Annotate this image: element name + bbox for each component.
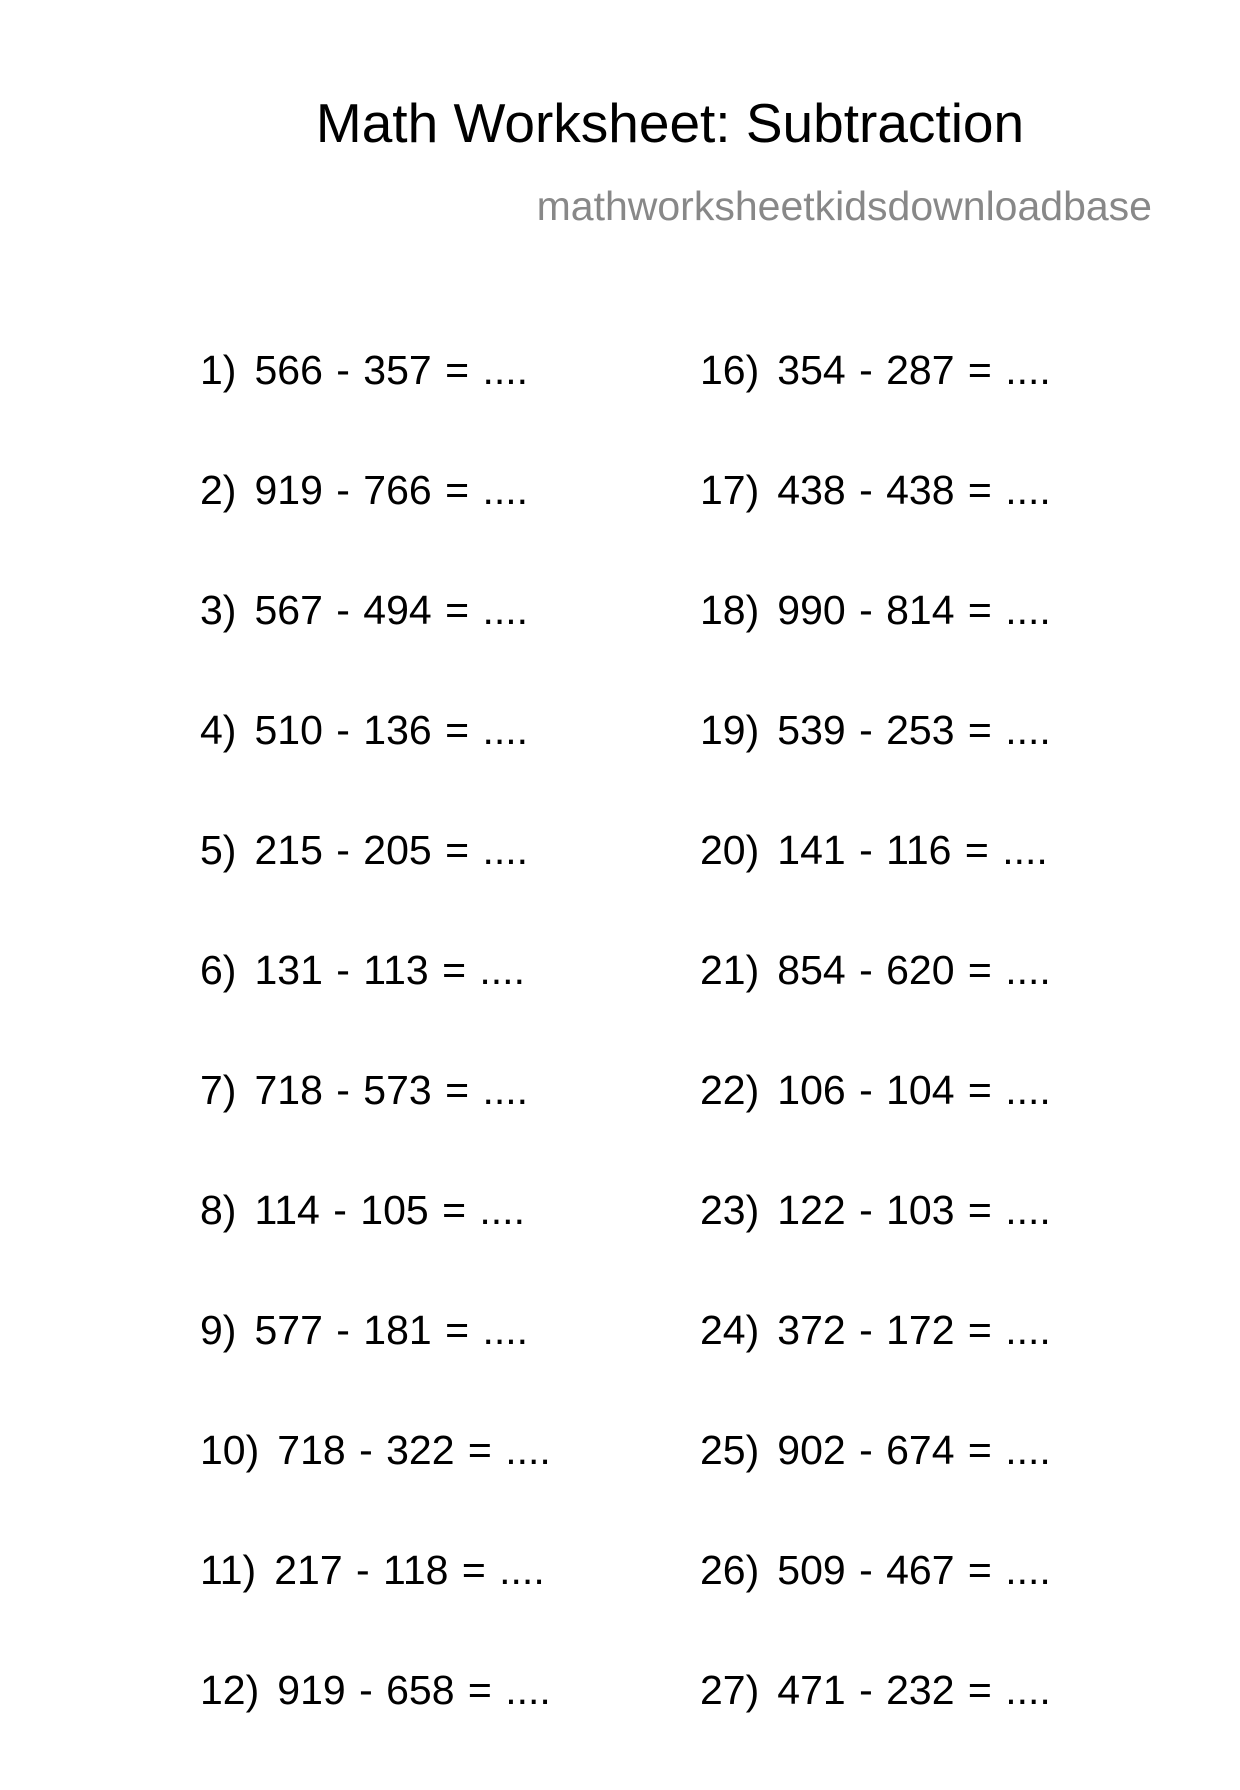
problem-number: 26) bbox=[700, 1547, 760, 1593]
problem-item bbox=[700, 1547, 1051, 1670]
problem-number: 24) bbox=[700, 1307, 760, 1353]
problem-number: 9) bbox=[200, 1307, 237, 1353]
problem-expression: 509 - 467 = .... bbox=[777, 1547, 1051, 1593]
problem-number: 23) bbox=[700, 1187, 760, 1233]
problem-expression: 471 - 232 = .... bbox=[777, 1667, 1051, 1713]
problem-number: 2) bbox=[200, 467, 237, 513]
problem-expression: 539 - 253 = .... bbox=[777, 707, 1051, 753]
problem-item bbox=[700, 1667, 1051, 1790]
problem-item bbox=[700, 947, 1051, 1070]
problem-expression: 438 - 438 = .... bbox=[777, 467, 1051, 513]
problem-expression: 106 - 104 = .... bbox=[777, 1067, 1051, 1113]
problem-expression: 902 - 674 = .... bbox=[777, 1427, 1051, 1473]
problem-number: 17) bbox=[700, 467, 760, 513]
problem-column-right bbox=[700, 347, 1051, 1790]
problem-item bbox=[700, 1307, 1051, 1430]
problem-number: 11) bbox=[200, 1547, 257, 1593]
problem-number: 19) bbox=[700, 707, 760, 753]
problem-expression: 510 - 136 = .... bbox=[254, 707, 529, 753]
problem-number: 21) bbox=[700, 947, 760, 993]
problem-item bbox=[200, 1307, 551, 1430]
problem-expression: 122 - 103 = .... bbox=[777, 1187, 1051, 1233]
problem-item bbox=[200, 1427, 551, 1550]
worksheet-source: mathworksheetkidsdownloadbase bbox=[536, 183, 1152, 229]
problem-number: 10) bbox=[200, 1427, 260, 1473]
problem-number: 8) bbox=[200, 1187, 237, 1233]
problem-number: 20) bbox=[700, 827, 760, 873]
problem-item bbox=[700, 347, 1051, 470]
problem-number: 12) bbox=[200, 1667, 260, 1713]
problem-number: 27) bbox=[700, 1667, 760, 1713]
problem-item bbox=[200, 707, 551, 830]
problem-item bbox=[200, 587, 551, 710]
problem-number: 18) bbox=[700, 587, 760, 633]
problem-expression: 919 - 658 = .... bbox=[277, 1667, 551, 1713]
problem-column-left bbox=[200, 347, 551, 1790]
problem-item bbox=[700, 827, 1051, 950]
problem-expression: 131 - 113 = .... bbox=[254, 947, 525, 993]
problem-item bbox=[200, 1667, 551, 1790]
problem-item bbox=[200, 467, 551, 590]
problem-expression: 567 - 494 = .... bbox=[254, 587, 529, 633]
problem-expression: 141 - 116 = .... bbox=[777, 827, 1048, 873]
problem-item bbox=[200, 1547, 551, 1670]
problem-number: 16) bbox=[700, 347, 760, 393]
problem-item bbox=[200, 947, 551, 1070]
problem-item bbox=[200, 347, 551, 470]
problem-expression: 354 - 287 = .... bbox=[777, 347, 1051, 393]
problem-item bbox=[200, 827, 551, 950]
problem-expression: 718 - 573 = .... bbox=[254, 1067, 529, 1113]
problem-expression: 372 - 172 = .... bbox=[777, 1307, 1051, 1353]
worksheet-title: Math Worksheet: Subtraction bbox=[315, 92, 1025, 154]
problem-number: 25) bbox=[700, 1427, 760, 1473]
problem-item bbox=[700, 1187, 1051, 1310]
problem-expression: 215 - 205 = .... bbox=[254, 827, 529, 873]
problem-expression: 854 - 620 = .... bbox=[777, 947, 1051, 993]
problem-expression: 217 - 118 = .... bbox=[274, 1547, 545, 1593]
problem-number: 3) bbox=[200, 587, 237, 633]
problem-number: 1) bbox=[200, 347, 237, 393]
problem-number: 4) bbox=[200, 707, 237, 753]
problem-number: 5) bbox=[200, 827, 237, 873]
problem-item bbox=[700, 707, 1051, 830]
problem-expression: 577 - 181 = .... bbox=[254, 1307, 529, 1353]
problem-item bbox=[700, 1067, 1051, 1190]
problem-item bbox=[200, 1187, 551, 1310]
problem-item bbox=[700, 1427, 1051, 1550]
problem-expression: 114 - 105 = .... bbox=[254, 1187, 525, 1233]
problem-expression: 919 - 766 = .... bbox=[254, 467, 529, 513]
problem-number: 6) bbox=[200, 947, 237, 993]
problem-expression: 566 - 357 = .... bbox=[254, 347, 529, 393]
problem-expression: 718 - 322 = .... bbox=[277, 1427, 551, 1473]
problem-item bbox=[200, 1067, 551, 1190]
problem-number: 22) bbox=[700, 1067, 760, 1113]
problem-item bbox=[700, 467, 1051, 590]
problem-item bbox=[700, 587, 1051, 710]
problem-number: 7) bbox=[200, 1067, 237, 1113]
problem-expression: 990 - 814 = .... bbox=[777, 587, 1051, 633]
